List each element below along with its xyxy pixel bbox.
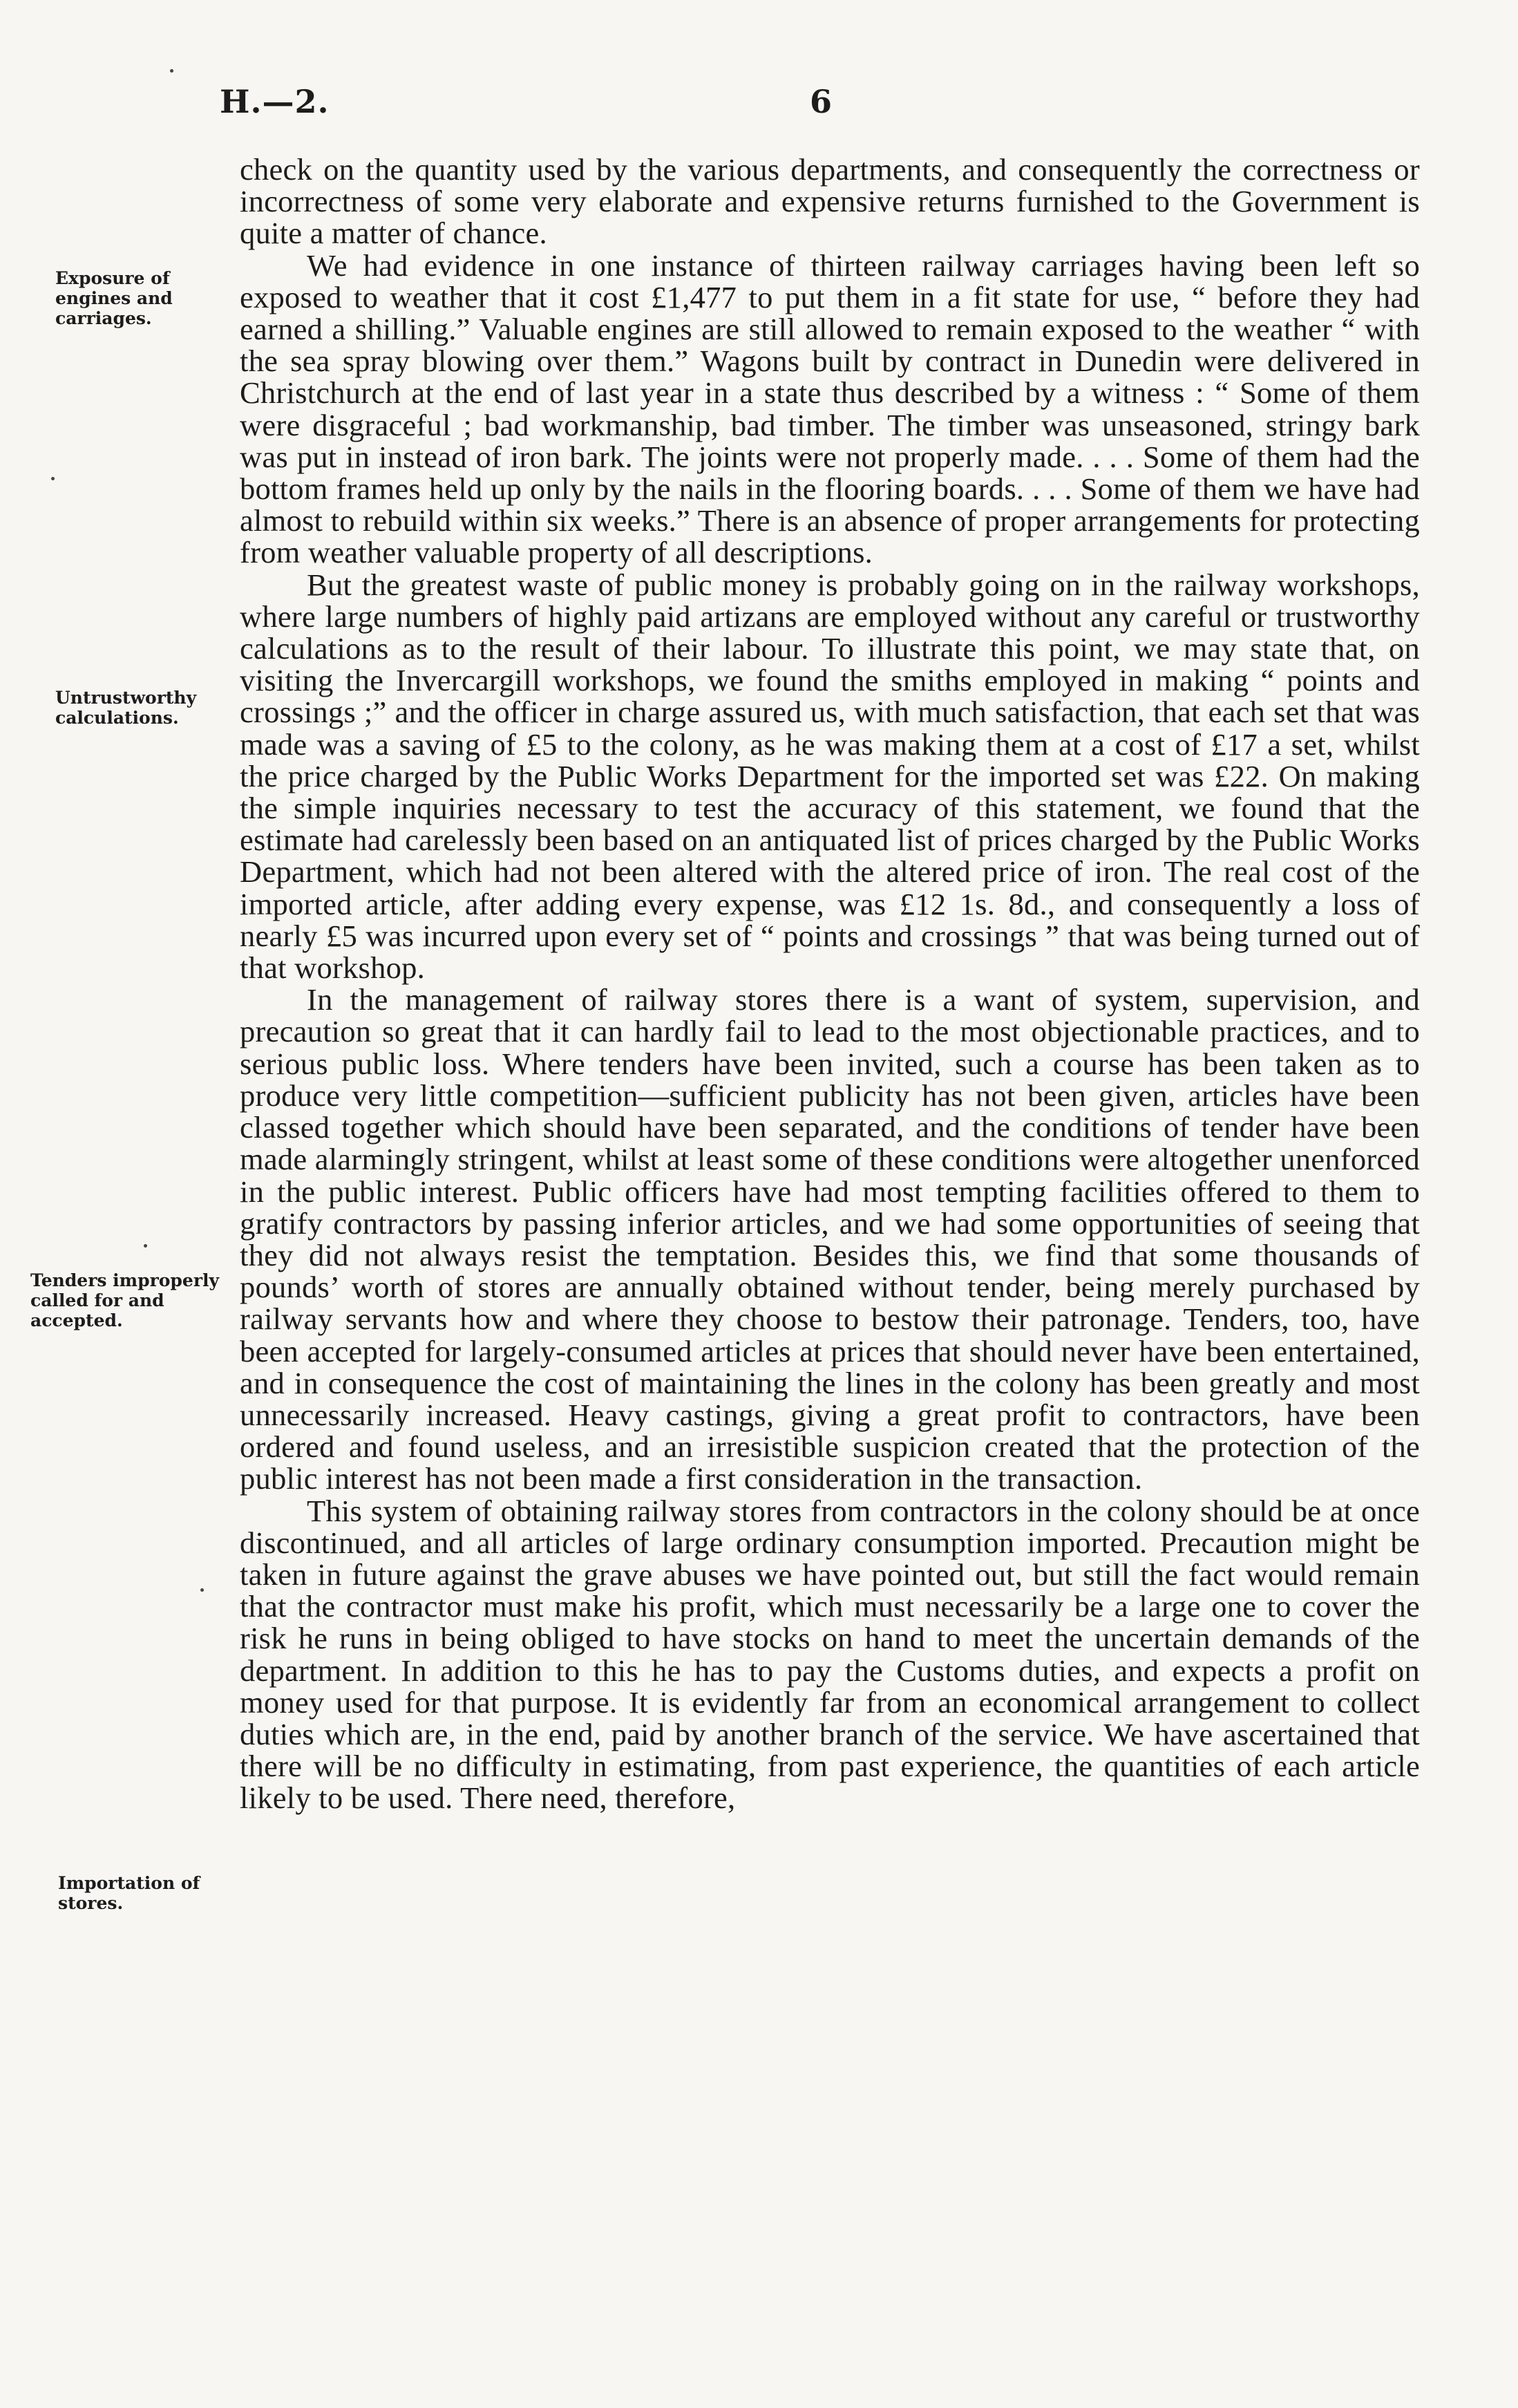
- document-reference: H.—2.: [220, 83, 330, 120]
- paragraph-tenders: In the management of railway stores there is a want of system, supervision, and precaution so great that it can hardly fail to lead to the most objectionable practices, and to serious public loss. Where tenders have been invited, such a course has been taken as to produce very little competition—sufficient publicity has not been given, articles have been classed together which should have been separated, and the conditions of tender have been made alarmingly stringent, whilst at least some of these conditions were altogether unenforced in the public interest. Public officers have had most tempting facilities offered to them to gratify contractors by passing inferior articles, and we had some opportunities of seeing that they did not always resist the temptation. Besides this, we find that some thousands of pounds’ worth of stores are annually obtained without tender, being merely purchased by railway servants how and where they choose to bestow their patronage. Tenders, too, have been accepted for largely-consumed articles at prices that should never have been entertained, and in consequence the cost of maintaining the lines in the colony has been greatly and most unnecessarily increased. Heavy castings, giving a great profit to contractors, have been ordered and found useless, and an irresistible suspicion created that the protection of the public interest has not been made a first consideration in the transaction.: [240, 982, 1420, 1496]
- paragraph-importation: This system of obtaining railway stores from contractors in the colony should be at once discontinued, and all articles of large ordinary consumption imported. Precaution might be taken in future against the grave abuses we have pointed out, but still the fact would remain that the contractor must make his profit, which must necessarily be a large one to cover the risk he runs in being obliged to have stocks on hand to meet the uncertain demands of the department. In addition to this he has to pay the Customs duties, and expects a profit on money used for that purpose. It is evidently far from an economical arrangement to collect duties which are, in the end, paid by another branch of the service. We have ascertained that there will be no difficulty in estimating, from past experience, the quantities of each article likely to be used. There need, therefore,: [240, 1493, 1420, 1816]
- page-number: 6: [810, 83, 833, 120]
- page-speck: [200, 1588, 204, 1592]
- page-speck: [51, 477, 55, 480]
- margin-note-importation: Importation of stores.: [58, 1873, 200, 1913]
- paragraph-workshops: But the greatest waste of public money is probably going on in the railway workshops, where large numbers of highly paid artizans are employed without any careful or trustworthy calculations as to the result of their labour. To illustrate this point, we may state that, on visiting the Invercargill workshops, we found the smiths employed in making “ points and crossings ;” and the officer in charge assured us, with much satisfaction, that each set that was made was a saving of £5 to the colony, as he was making them at a cost of £17 a set, whilst the price charged by the Public Works Department for the imported set was £22. On making the simple inquiries necessary to test the accuracy of this statement, we found that the estimate had carelessly been based on an antiquated list of prices charged by the Public Works Department, which had not been altered with the altered price of iron. The real cost of the imported article, after adding every expense, was £12 1s. 8d., and consequently a loss of nearly £5 was incurred upon every set of “ points and crossings ” that was being turned out of that workshop.: [240, 567, 1420, 986]
- paragraph-exposure: We had evidence in one instance of thirteen railway carriages having been left so exposed to weather that it cost £1,477 to put them in a fit state for use, “ before they had earned a shilling.” Valuable engines are still allowed to remain exposed to the weather “ with the sea spray blowing over them.” Wagons built by contract in Dunedin were delivered in Christchurch at the end of last year in a state thus described by a witness : “ Some of them were disgraceful ; bad workmanship, bad timber. The timber was unseasoned, stringy bark was put in instead of iron bark. The joints were not properly made. . . . Some of them had the bottom frames held up only by the nails in the flooring boards. . . . Some of them we have had almost to rebuild within six weeks.” There is an absence of proper arrangements for protecting from weather valuable property of all descriptions.: [240, 247, 1420, 570]
- margin-note-tenders: Tenders improperly called for and accepted.: [30, 1270, 220, 1330]
- paragraph-continuation: check on the quantity used by the various departments, and consequently the correctness or incorrectness of some very elaborate and expensive returns furnished to the Government is quite a matter of chance.: [240, 152, 1420, 251]
- page-speck: [170, 69, 173, 73]
- margin-note-exposure: Exposure of engines and carriages.: [55, 268, 173, 328]
- body-text: [240, 153, 1420, 1814]
- margin-note-untrustworthy: Untrustworthy calculations.: [55, 688, 197, 728]
- page-speck: [144, 1244, 147, 1248]
